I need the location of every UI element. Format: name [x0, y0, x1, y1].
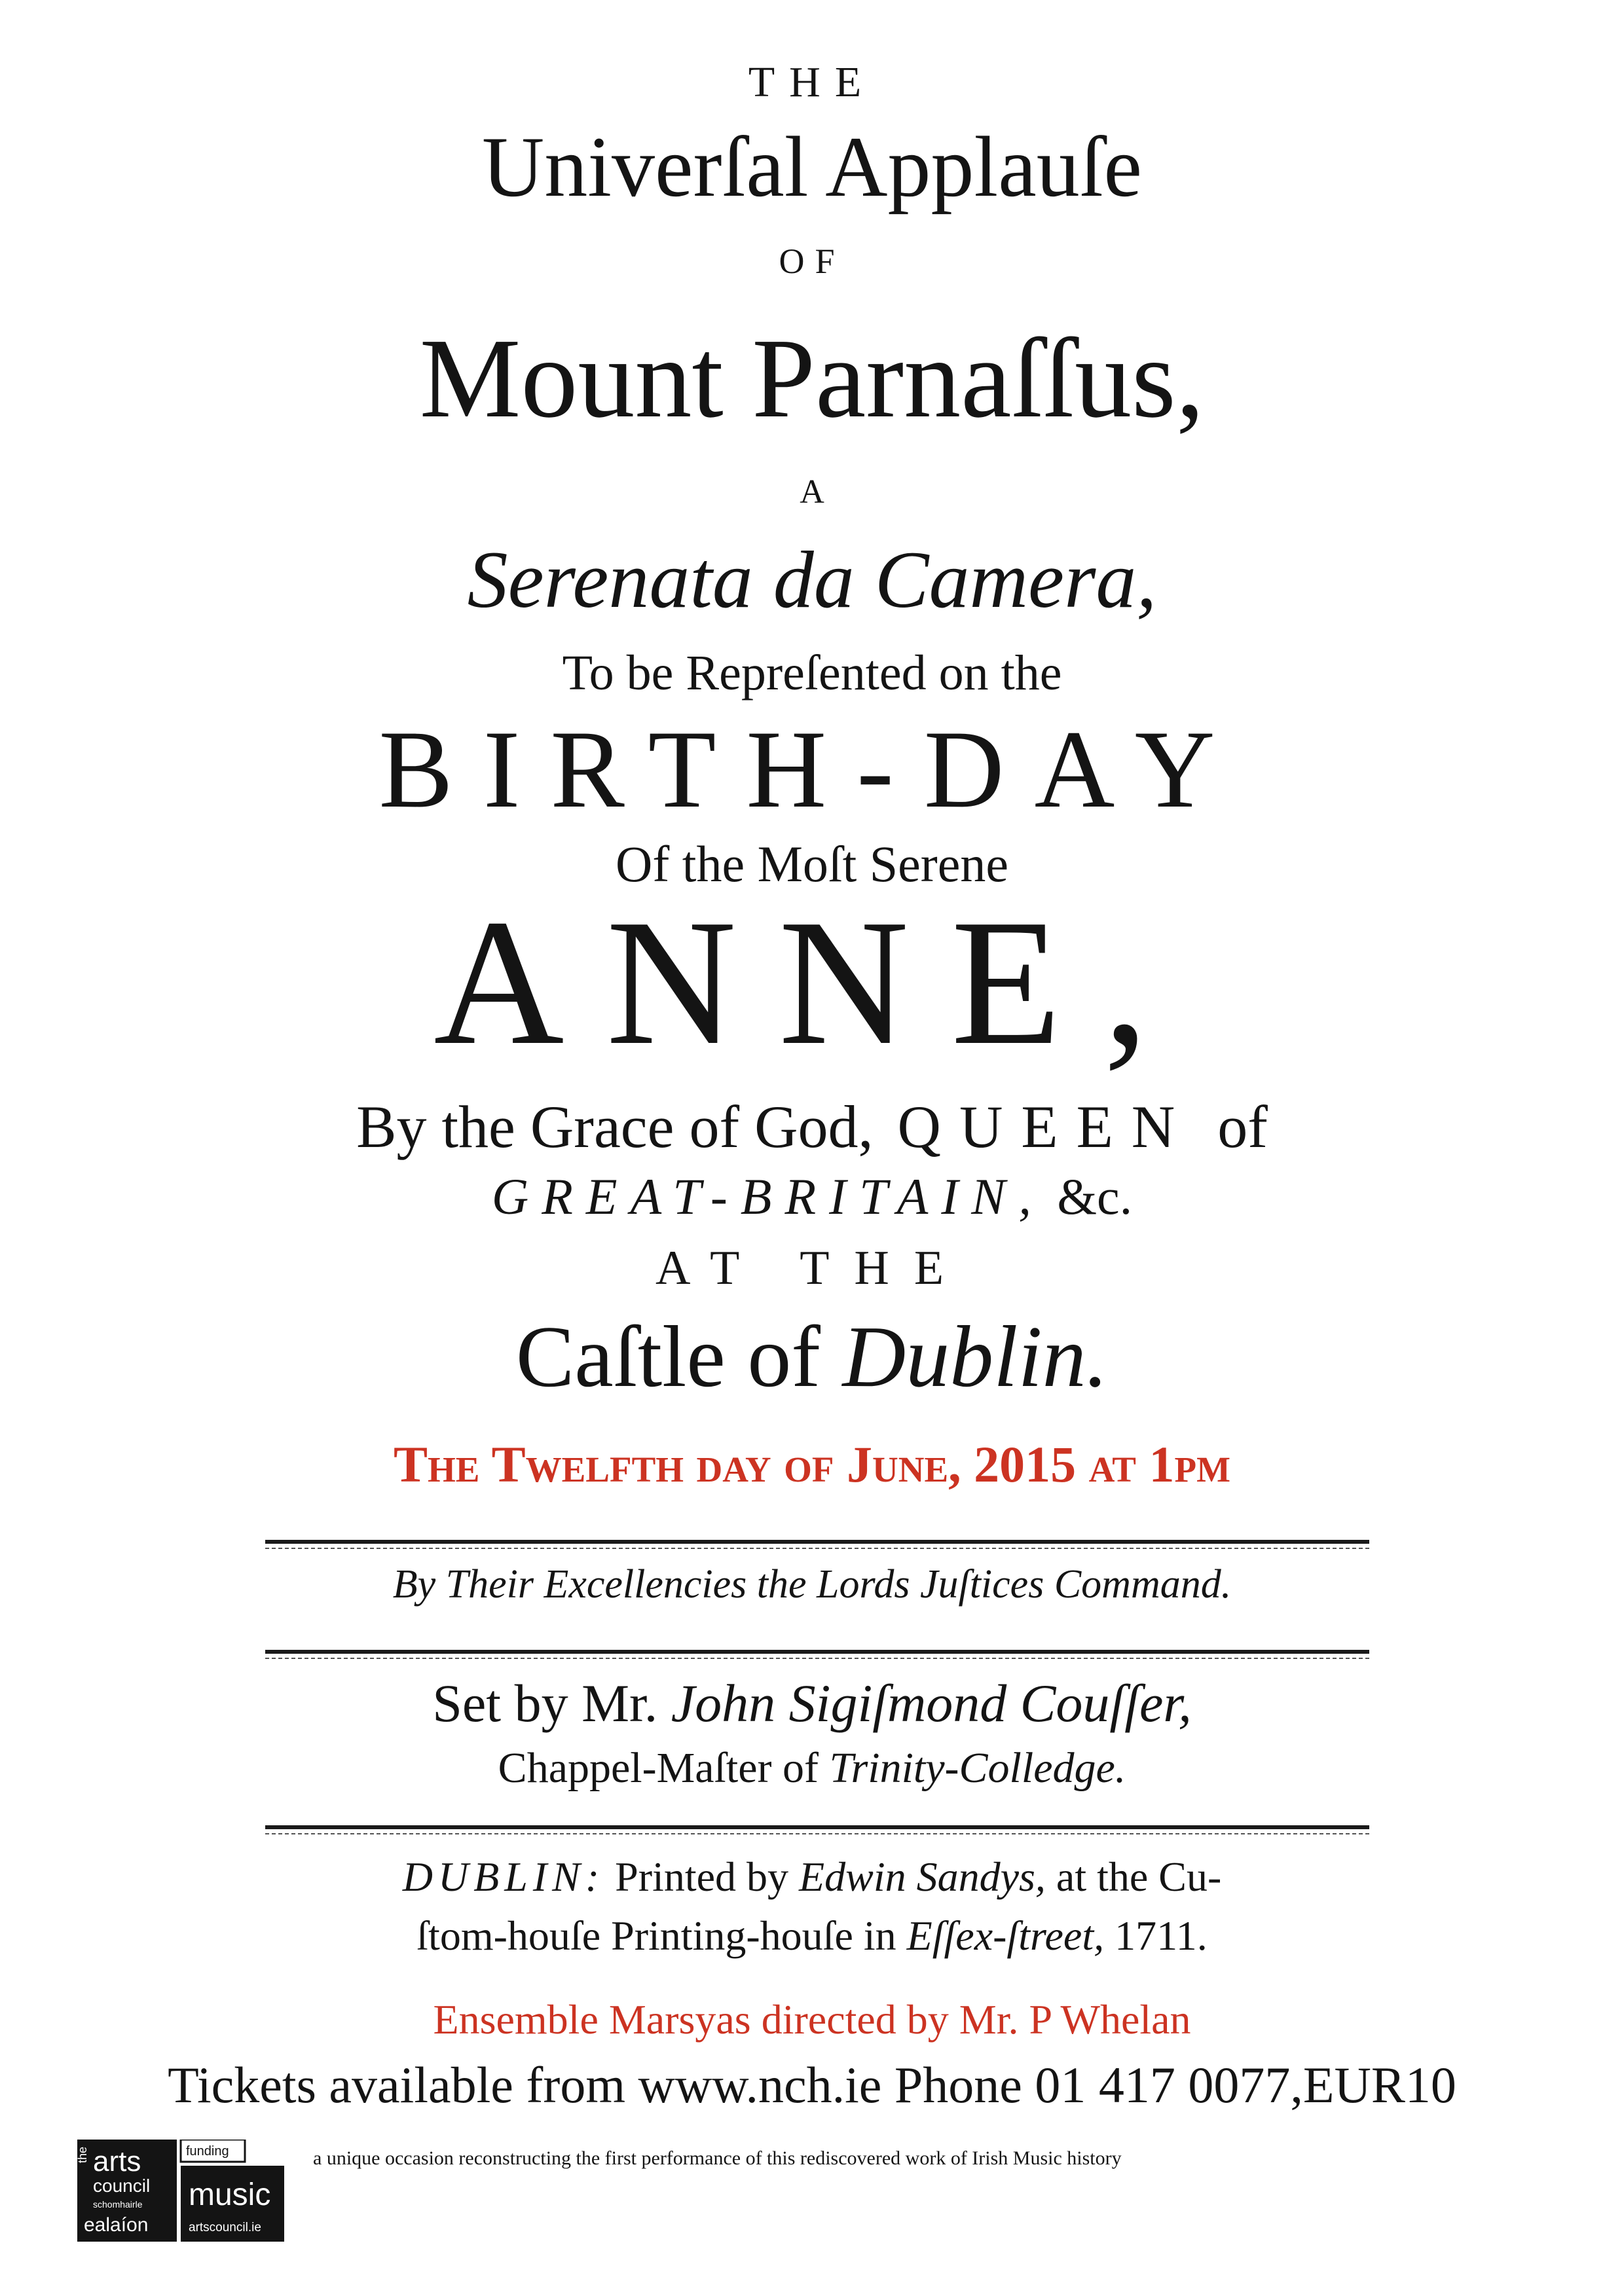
imprint-line-2	[0, 1912, 1624, 1960]
performers-line: Ensemble Marsyas directed by Mr. P Whelan	[433, 1996, 1191, 2043]
college-name: Trinity-Colledge.	[829, 1744, 1126, 1792]
logo-funding: funding	[186, 2144, 229, 2159]
imprint-place: ſtom-houſe Printing-houſe in	[416, 1912, 896, 1959]
heading-anne: ANNE,	[434, 882, 1190, 1082]
queen-word: QUEEN	[897, 1093, 1194, 1160]
divider-3	[265, 1825, 1369, 1829]
imprint-printed: Printed by	[615, 1853, 789, 1900]
imprint-line-1	[0, 1853, 1624, 1901]
heading-the: THE	[748, 58, 876, 106]
castle-prefix: Caſtle of	[515, 1308, 821, 1405]
imprint-year: 1711.	[1115, 1912, 1208, 1959]
heading-at-the: AT THE	[655, 1241, 969, 1295]
composer-role	[0, 1743, 1624, 1793]
grace-prefix: By the Grace of God,	[356, 1093, 874, 1160]
composer-name: John Sigiſmond Couſſer,	[671, 1673, 1192, 1733]
heading-represented: To be Repreſented on the	[562, 646, 1062, 701]
heading-serenata: Serenata da Camera,	[467, 535, 1157, 625]
event-date: The Twelfth day of June, 2015 at 1pm	[394, 1436, 1230, 1493]
imprint-at-the: at the Cu-	[1056, 1853, 1222, 1900]
tickets-line: Tickets available from www.nch.ie Phone 01 417 0077,EUR10	[168, 2056, 1456, 2113]
footer-note: a unique occasion reconstructing the first performance of this rediscovered work of Irish Music history	[313, 2147, 1122, 2169]
heading-of: OF	[779, 242, 845, 281]
command-line: By Their Excellencies the Lords Juſtices Command.	[392, 1562, 1232, 1607]
heading-most-serene: Of the Moſt Serene	[615, 835, 1008, 892]
logo-ealaion: ealaíon	[84, 2214, 149, 2236]
divider-2	[265, 1650, 1369, 1654]
arts-council-logo-graphic	[77, 2140, 284, 2242]
arts-council-logo	[77, 2140, 284, 2242]
heading-a: A	[800, 473, 824, 511]
composer-line	[0, 1673, 1624, 1734]
logo-irish: schomhairle	[93, 2199, 143, 2210]
logo-site: artscouncil.ie	[189, 2221, 261, 2234]
divider-1	[265, 1540, 1369, 1544]
heading-castle-of-dublin	[0, 1306, 1624, 1407]
etc-word: &c.	[1057, 1168, 1133, 1225]
logo-arts: arts	[93, 2145, 141, 2178]
imprint-street: Eſſex-ſtreet,	[906, 1912, 1105, 1959]
heading-universal-applause: Univerſal Applauſe	[481, 118, 1143, 215]
imprint-city: DUBLIN:	[402, 1853, 605, 1900]
great-britain-word: GREAT-BRITAIN,	[491, 1168, 1044, 1225]
heading-great-britain	[0, 1167, 1624, 1226]
logo-council: council	[93, 2176, 151, 2196]
logo-music: music	[189, 2178, 271, 2212]
dublin-word: Dublin.	[842, 1308, 1109, 1405]
heading-grace-of-god	[0, 1092, 1624, 1161]
grace-suffix: of	[1217, 1093, 1268, 1160]
role-prefix: Chappel-Maſter of	[498, 1744, 819, 1792]
imprint-printer: Edwin Sandys,	[799, 1853, 1046, 1900]
logo-the: the	[77, 2146, 89, 2163]
heading-birthday: BIRTH-DAY	[378, 708, 1246, 831]
composer-prefix: Set by Mr.	[432, 1673, 658, 1733]
heading-mount-parnassus: Mount Parnaſſus,	[419, 315, 1205, 441]
